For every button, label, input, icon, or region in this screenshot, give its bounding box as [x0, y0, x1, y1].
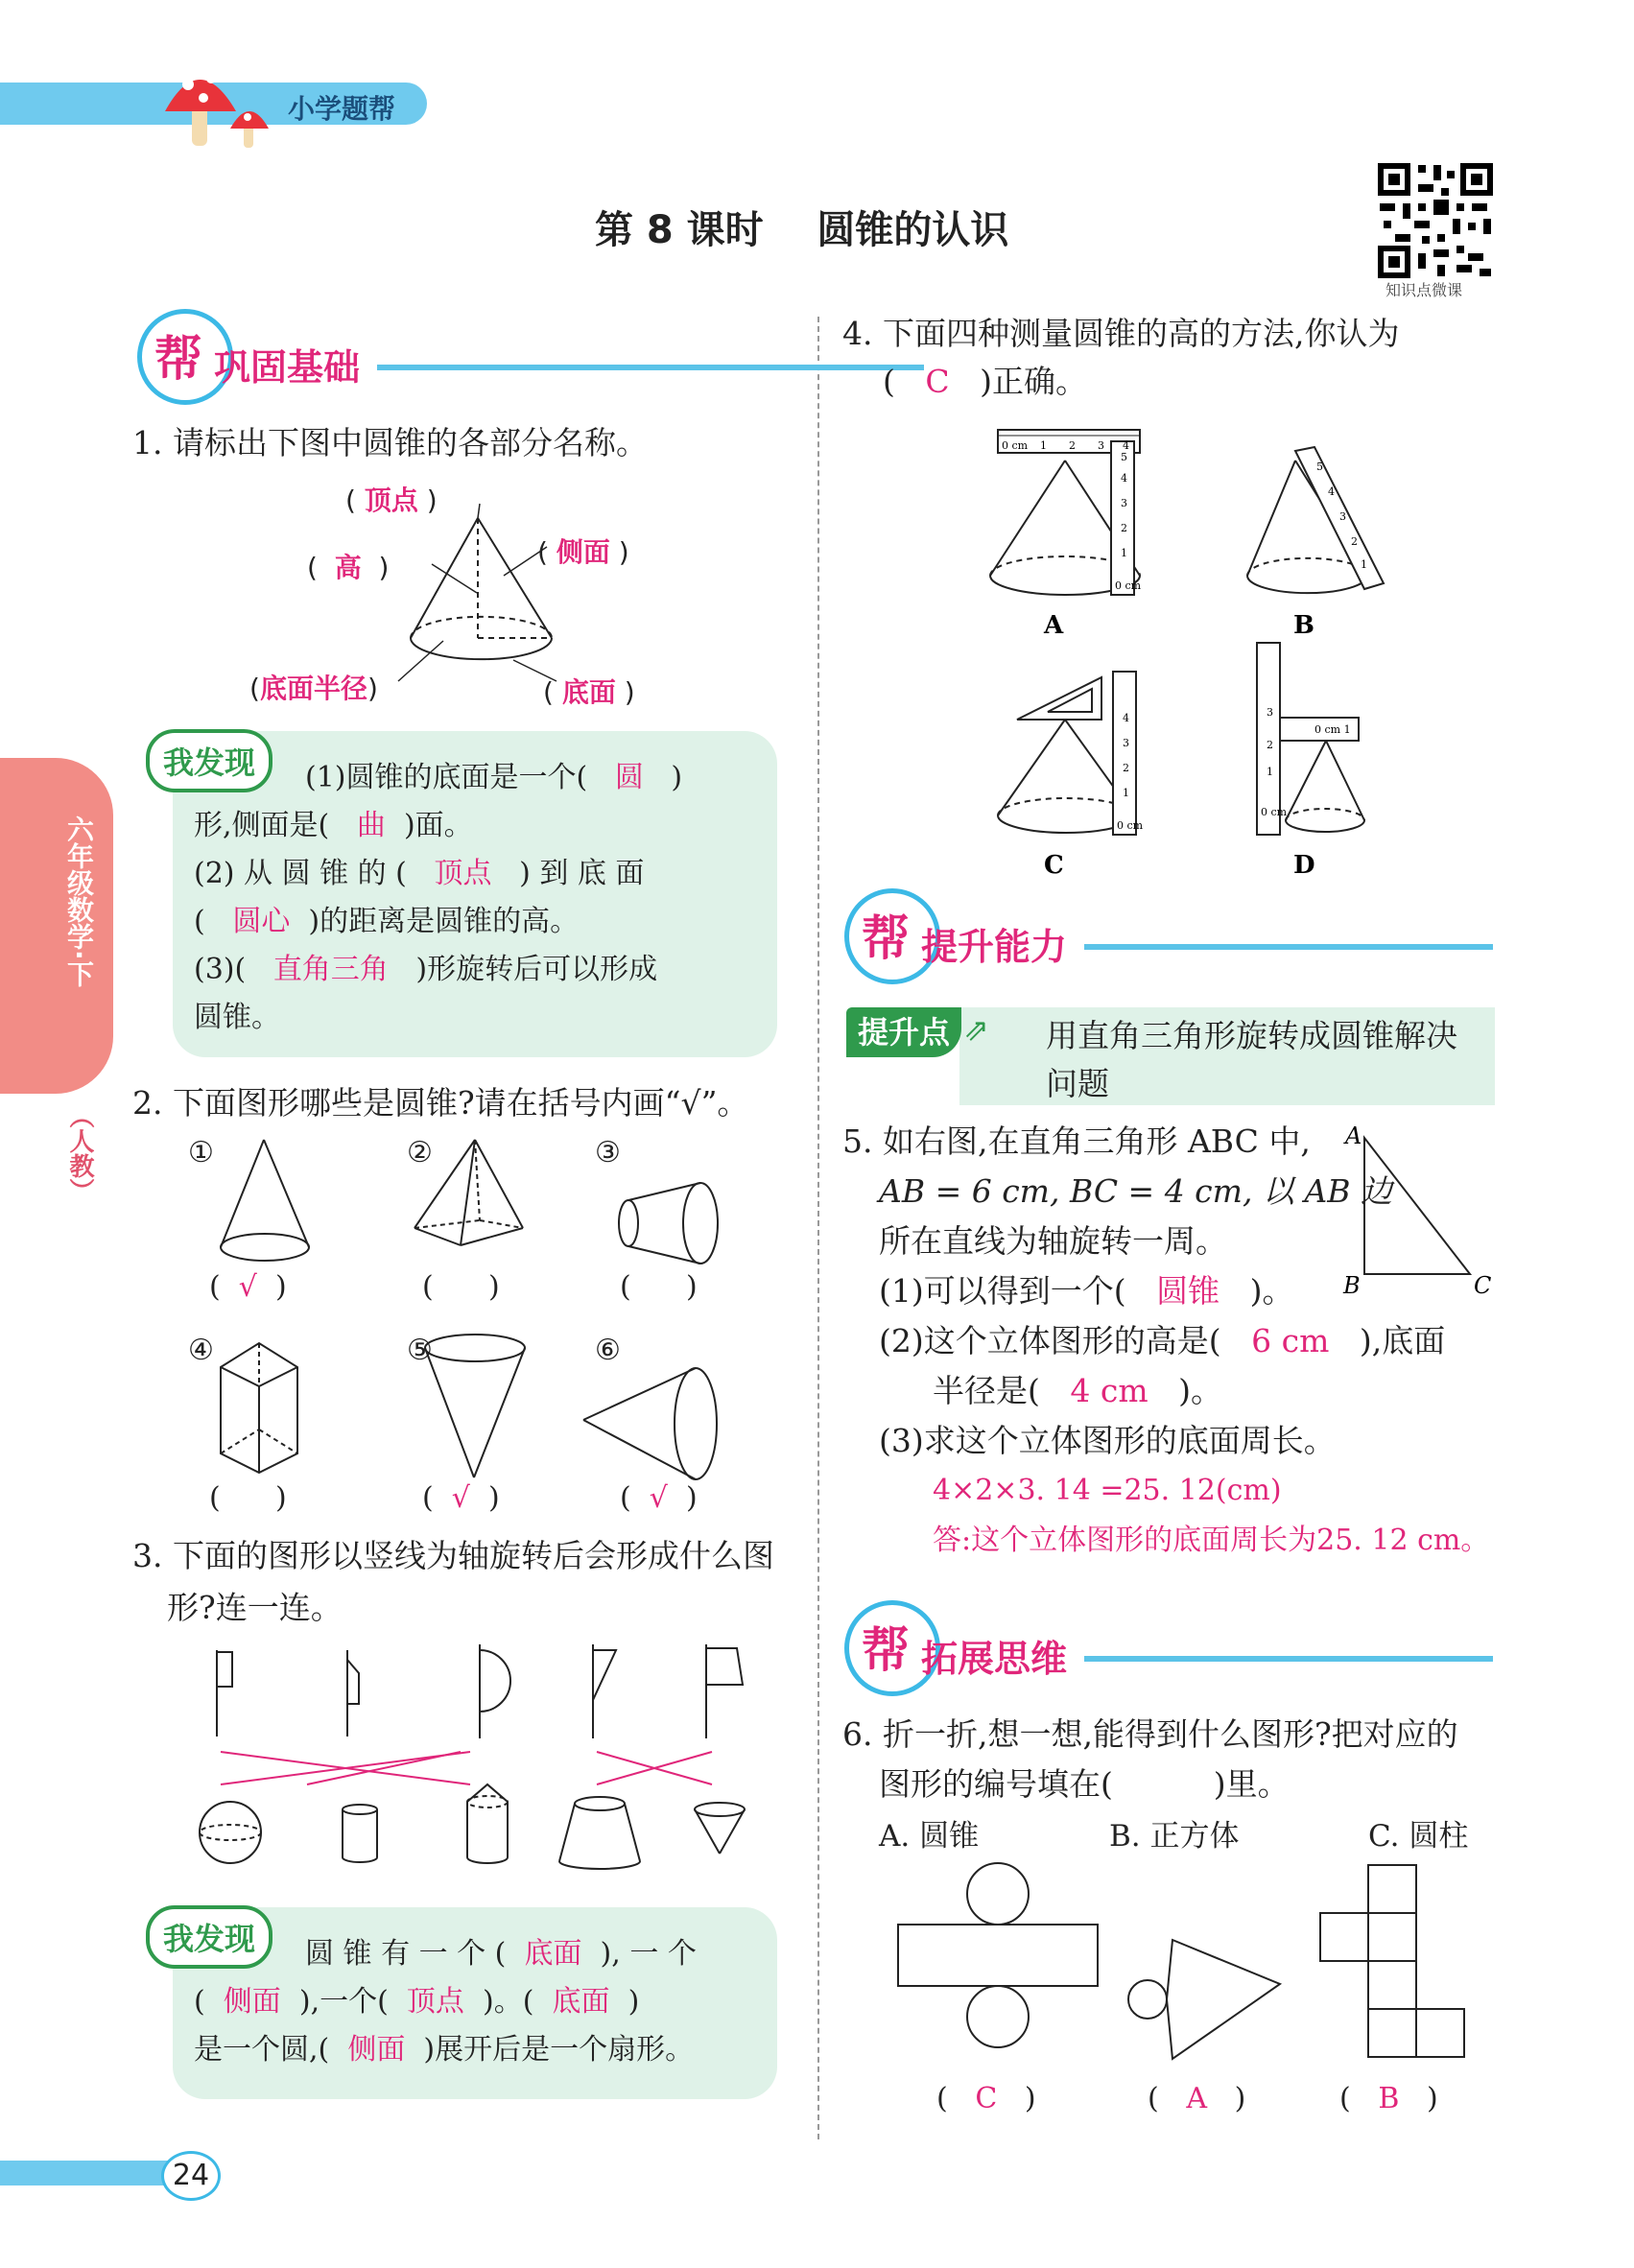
svg-text:2: 2 — [1351, 535, 1358, 548]
label-lateral-value: 侧面 — [556, 536, 610, 568]
point-tag: 提升点 — [846, 1007, 961, 1057]
vertex-b: B — [1343, 1272, 1361, 1299]
q4-prompt-2: ( C )正确。 — [883, 363, 1087, 400]
q5-calc: 4×2×3. 14 =25. 12(cm) — [933, 1474, 1282, 1507]
section-bang: 帮 — [862, 910, 910, 966]
label-height-value: 高 — [334, 552, 362, 583]
q2-num-6: ⑥ — [595, 1334, 621, 1367]
q3-prompt-1: 3. 下面的图形以竖线为轴旋转后会形成什么图 — [132, 1537, 774, 1574]
find2-line1: 圆 锥 有 一 个 ( 底面 ), 一 个 — [305, 1937, 697, 1971]
label-radius-value: 底面半径 — [259, 673, 367, 704]
point-text-2: 问题 — [1046, 1065, 1109, 1102]
q4-figures — [969, 413, 1420, 883]
find2-line2: ( 侧面 ),一个( 顶点 )。( 底面 ) — [194, 1985, 640, 2019]
q2-bracket-5: ( √ ) — [422, 1481, 500, 1515]
svg-text:3: 3 — [1123, 737, 1129, 749]
option-a-figure — [990, 430, 1140, 595]
label-base: ( 底面 ) — [543, 676, 635, 708]
svg-text:3: 3 — [1098, 439, 1104, 452]
lesson-title: 第 8 课时 圆锥的认识 — [595, 208, 1009, 252]
svg-text:0 cm 1: 0 cm 1 — [1314, 723, 1351, 736]
svg-text:1: 1 — [1267, 766, 1273, 778]
vertex-c: C — [1474, 1272, 1492, 1299]
q2-num-5: ⑤ — [407, 1334, 433, 1367]
option-d-label: D — [1293, 851, 1315, 880]
shape-4-prism — [221, 1343, 297, 1473]
section-basic-banner — [137, 309, 790, 405]
q5-part1: (1)可以得到一个( 圆锥 )。 — [879, 1272, 1294, 1310]
point-text-1: 用直角三角形旋转成圆锥解决 — [1046, 1017, 1457, 1054]
q2-num-4: ④ — [188, 1334, 214, 1367]
q3-matching-figure — [182, 1631, 777, 1880]
svg-text:5: 5 — [1121, 451, 1127, 463]
q5-line1: 5. 如右图,在直角三角形 ABC 中, — [842, 1122, 1311, 1160]
q2-prompt: 2. 下面图形哪些是圆锥?请在括号内画“√”。 — [132, 1084, 749, 1122]
q6-line1: 6. 折一折,想一想,能得到什么图形?把对应的 — [842, 1715, 1458, 1753]
svg-text:2: 2 — [1121, 522, 1127, 534]
q2-num-3: ③ — [595, 1136, 621, 1169]
svg-text:5: 5 — [1316, 461, 1323, 473]
q5-answer: 答:这个立体图形的底面周长为25. 12 cm。 — [933, 1524, 1490, 1557]
q3-prompt-2: 形?连一连。 — [167, 1589, 343, 1626]
label-base-value: 底面 — [561, 676, 616, 708]
q2-num-2: ② — [407, 1136, 433, 1169]
find-tag-1: 我发现 — [146, 729, 272, 792]
qr-caption: 知识点微课 — [1385, 281, 1463, 299]
option-c-label: C — [1044, 851, 1064, 880]
svg-text:1: 1 — [1123, 787, 1129, 799]
q5-part2: (2)这个立体图形的高是( 6 cm ),底面 — [879, 1322, 1446, 1359]
q5-line3: 所在直线为轴旋转一周。 — [879, 1222, 1227, 1260]
svg-text:0 cm: 0 cm — [1115, 579, 1142, 592]
label-radius: (底面半径) — [249, 673, 378, 704]
option-b-label: B — [1293, 611, 1314, 640]
q2-bracket-3: ( ) — [620, 1270, 698, 1304]
column-divider — [817, 317, 819, 2139]
q6-choice-c: C. 圆柱 — [1368, 1819, 1469, 1854]
q2-bracket-4: ( ) — [209, 1481, 287, 1515]
find1-line3: (2) 从 圆 锥 的 ( 顶点 ) 到 底 面 — [194, 857, 645, 890]
find1-line6: 圆锥。 — [194, 1001, 280, 1034]
find1-line2: 形,侧面是( 曲 )面。 — [194, 809, 473, 842]
svg-text:1: 1 — [1361, 558, 1367, 571]
svg-text:4: 4 — [1328, 485, 1335, 498]
label-lateral: ( 侧面 ) — [537, 536, 629, 568]
label-apex-value: 顶点 — [364, 484, 418, 516]
section-line — [377, 365, 924, 370]
find1-line1: (1)圆锥的底面是一个( 圆 ) — [305, 761, 683, 794]
shape-2-pyramid — [414, 1140, 523, 1245]
q6-answer-1: ( C ) — [936, 2082, 1036, 2115]
svg-text:0 cm: 0 cm — [1261, 806, 1288, 818]
find-tag-2: 我发现 — [146, 1905, 272, 1969]
section-expand-banner — [844, 1600, 1497, 1696]
option-b-figure — [1247, 447, 1384, 593]
svg-text:4: 4 — [1123, 712, 1129, 724]
point-icon: ⇗ — [963, 1011, 989, 1048]
section-bang: 帮 — [862, 1622, 910, 1678]
q5-part3: (3)求这个立体图形的底面周长。 — [879, 1422, 1336, 1459]
q6-line2: 图形的编号填在( )里。 — [879, 1765, 1290, 1803]
section-title: 拓展思维 — [921, 1638, 1068, 1680]
q6-answer-2: ( A ) — [1148, 2082, 1246, 2115]
q6-nets — [892, 1861, 1487, 2072]
page-number: 24 — [161, 2151, 221, 2201]
q2-bracket-1: ( √ ) — [209, 1270, 287, 1304]
svg-text:3: 3 — [1267, 706, 1273, 719]
find1-line5: (3)( 直角三角 )形旋转后可以形成 — [194, 953, 658, 986]
svg-text:1: 1 — [1040, 439, 1047, 452]
shape-3-frustum — [619, 1183, 718, 1264]
side-tab-subtext: （人教） — [65, 1103, 94, 1203]
svg-text:4: 4 — [1121, 472, 1127, 484]
svg-text:1: 1 — [1121, 547, 1127, 559]
section-title: 巩固基础 — [214, 346, 361, 389]
qr-code — [1376, 161, 1495, 280]
q4-prompt-1: 4. 下面四种测量圆锥的高的方法,你认为 — [842, 315, 1400, 352]
svg-text:0 cm: 0 cm — [1117, 819, 1144, 832]
q6-choice-b: B. 正方体 — [1109, 1819, 1240, 1854]
section-bang: 帮 — [154, 331, 202, 387]
q2-num-1: ① — [188, 1136, 214, 1169]
q5-triangle — [1334, 1124, 1506, 1307]
q5-line2: AB = 6 cm, BC = 4 cm, 以 AB 边 — [879, 1172, 1392, 1210]
shape-5-inverted-cone — [425, 1335, 525, 1477]
q1-prompt: 1. 请标出下图中圆锥的各部分名称。 — [132, 424, 648, 461]
svg-text:3: 3 — [1121, 497, 1127, 509]
svg-text:4: 4 — [1123, 439, 1129, 452]
find1-line4: ( 圆心 )的距离是圆锥的高。 — [194, 905, 580, 938]
option-a-label: A — [1044, 611, 1064, 640]
label-height: ( 高 ) — [307, 552, 390, 583]
section-line — [1084, 944, 1493, 950]
find2-line3: 是一个圆,( 侧面 )展开后是一个扇形。 — [194, 2033, 695, 2067]
side-tab-text: 六年级数学·下 — [63, 815, 95, 987]
svg-text:2: 2 — [1069, 439, 1076, 452]
section-improve-banner — [844, 888, 1497, 984]
shape-1-cone — [221, 1140, 309, 1261]
section-line — [1084, 1656, 1493, 1662]
brand-label: 小学题帮 — [288, 93, 396, 125]
label-apex: ( 顶点 ) — [345, 484, 438, 516]
q6-answer-3: ( B ) — [1339, 2082, 1438, 2115]
vertex-a: A — [1345, 1124, 1362, 1149]
svg-text:0 cm: 0 cm — [1002, 439, 1029, 452]
svg-text:3: 3 — [1339, 510, 1346, 523]
svg-text:2: 2 — [1267, 739, 1273, 751]
q6-choice-a: A. 圆锥 — [879, 1819, 980, 1854]
q2-shapes — [125, 1132, 758, 1497]
shape-6-side-cone — [583, 1368, 717, 1479]
section-title: 提升能力 — [921, 926, 1068, 968]
svg-text:2: 2 — [1123, 762, 1129, 774]
mushroom-logo — [161, 56, 281, 152]
q2-bracket-6: ( √ ) — [620, 1481, 698, 1515]
q2-bracket-2: ( ) — [422, 1270, 500, 1304]
q5-part2-cont: 半径是( 4 cm )。 — [933, 1372, 1222, 1409]
option-c-figure — [998, 672, 1136, 835]
